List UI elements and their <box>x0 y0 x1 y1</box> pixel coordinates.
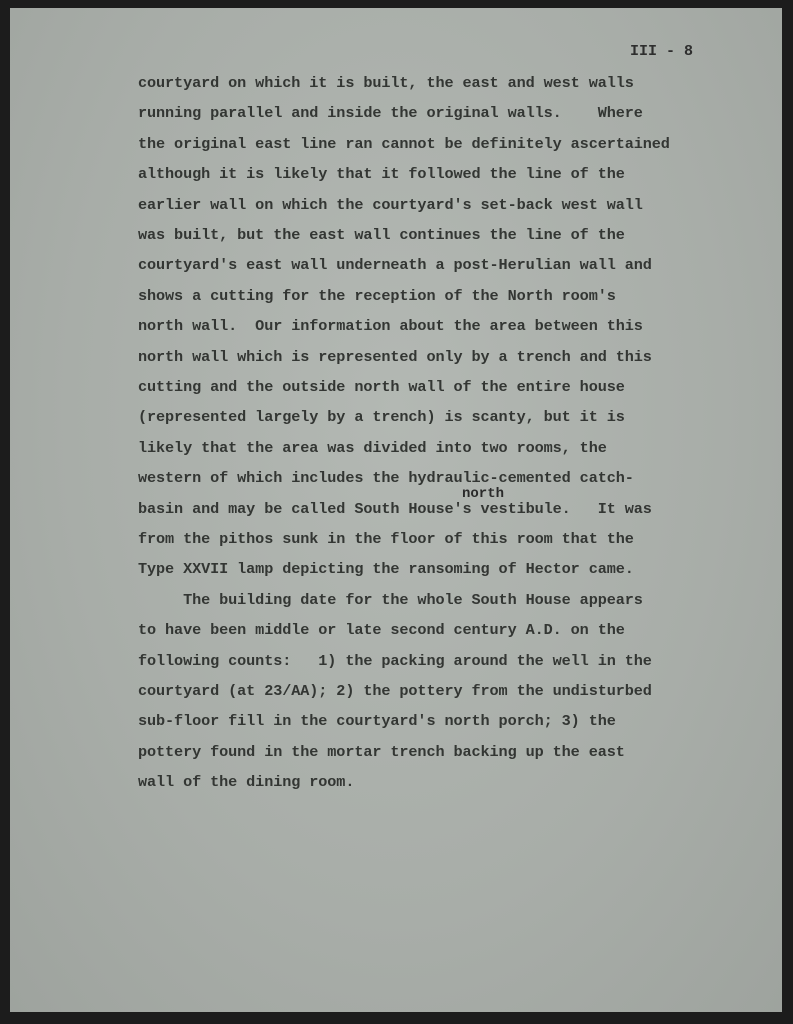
text-line: earlier wall on which the courtyard's set-back west wall <box>138 195 643 214</box>
text-line: shows a cutting for the reception of the North room's <box>138 286 616 305</box>
text-line: pottery found in the mortar trench backing up the east <box>138 742 625 761</box>
text-line: Type XXVII lamp depicting the ransoming of Hector came. <box>138 560 634 579</box>
text-line: to have been middle or late second century A.D. on the <box>138 621 625 640</box>
text-line: north wall which is represented only by a trench and this <box>138 347 652 366</box>
page-number: III - 8 <box>630 43 694 60</box>
text-line: (represented largely by a trench) is scanty, but it is <box>138 408 625 427</box>
text-line: courtyard (at 23/AA); 2) the pottery from the undisturbed <box>138 682 652 700</box>
text-line: basin and may be called South House's vestibule. It was <box>138 499 652 518</box>
text-line: courtyard's east wall underneath a post-Herulian wall and <box>138 256 652 275</box>
text-line: likely that the area was divided into two rooms, the <box>138 438 607 457</box>
text-line: sub-floor fill in the courtyard's north porch; 3) the <box>138 712 616 731</box>
text-line: following counts: 1) the packing around the well in the <box>138 651 652 670</box>
text-line: courtyard on which it is built, the east and west walls <box>138 74 634 92</box>
text-line: cutting and the outside north wall of the entire house <box>138 378 625 396</box>
text-line: wall of the dining room. <box>138 773 355 792</box>
typewritten-page <box>10 8 782 1012</box>
handwritten-insertion: north <box>462 486 505 503</box>
text-line: was built, but the east wall continues the line of the <box>138 226 625 244</box>
text-line: north wall. Our information about the area between this <box>138 317 643 336</box>
text-line: running parallel and inside the original walls. Where <box>138 104 643 123</box>
text-line: The building date for the whole South House appears <box>138 590 643 609</box>
text-line: western of which includes the hydraulic-cemented catch- <box>138 469 634 488</box>
text-line: the original east line ran cannot be definitely ascertained <box>138 134 670 153</box>
text-line: although it is likely that it followed the line of the <box>138 165 625 184</box>
text-line: from the pithos sunk in the floor of this room that the <box>138 530 634 548</box>
